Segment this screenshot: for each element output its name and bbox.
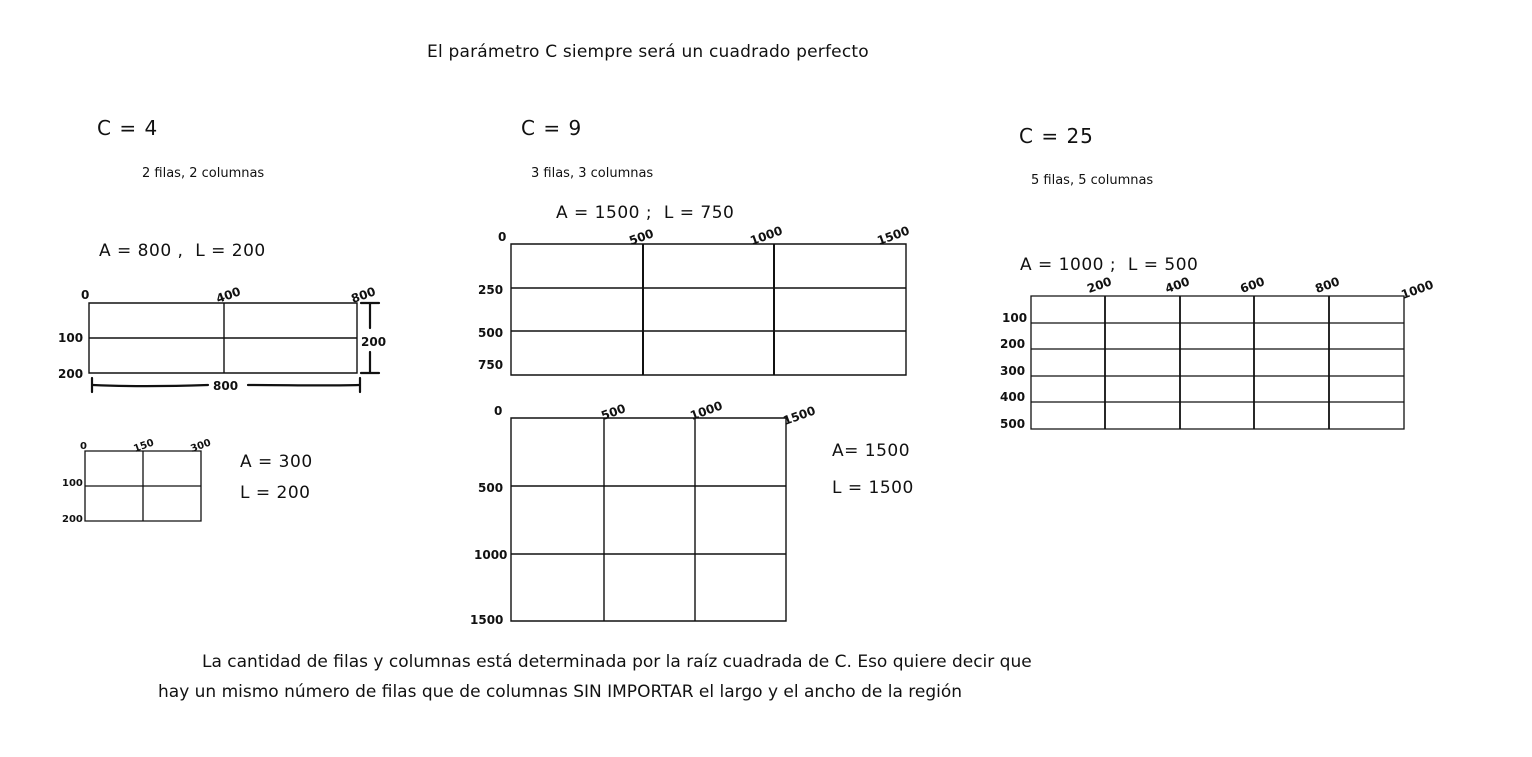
grid-c9-second-ytick-1: 500 <box>478 481 504 495</box>
grid-c9-first-ytick-2: 500 <box>478 326 504 340</box>
grid-c4-first-ytick-2: 200 <box>58 367 84 381</box>
example-1-header: C = 4 <box>97 116 159 140</box>
caption-line-2: hay un mismo número de filas que de columnas SIN IMPORTAR el largo y el ancho de la región <box>158 682 963 702</box>
example-2-subtitle: 3 filas, 3 columnas <box>531 166 654 181</box>
example-3-subtitle: 5 filas, 5 columnas <box>1031 173 1154 188</box>
grid-c9-second <box>510 417 790 625</box>
grid-c9-second-xtick-3: 1500 <box>781 403 818 428</box>
grid-c9-second-ytick-3: 1500 <box>470 613 504 627</box>
grid-c25-first-xtick-0: 200 <box>1085 274 1114 296</box>
grid-c4-second-xtick-2: 300 <box>189 437 213 455</box>
grid-c9-second-xtick-0: 0 <box>494 404 503 418</box>
grid-c25-first-ytick-2: 300 <box>1000 364 1026 378</box>
grid-c25-first-xtick-2: 600 <box>1238 274 1267 296</box>
grid-c4-first-width-label: 800 <box>213 379 239 393</box>
grid-c9-second-label-a: A= 1500 <box>832 441 911 461</box>
example-3-header: C = 25 <box>1019 124 1094 148</box>
example-1-subtitle: 2 filas, 2 columnas <box>142 166 265 181</box>
grid-c9-second-xtick-1: 500 <box>599 401 628 423</box>
grid-c4-first <box>88 302 360 376</box>
grid-c4-first-xtick-0: 0 <box>81 288 90 302</box>
grid-c25-first-ytick-3: 400 <box>1000 390 1026 404</box>
grid-c4-first-height-label: 200 <box>361 335 387 349</box>
grid-c4-second-label-a: A = 300 <box>240 452 313 472</box>
grid-c4-second-label-l: L = 200 <box>240 483 311 503</box>
grid-c4-second-ytick-2: 200 <box>62 514 83 525</box>
grid-c9-first-ytick-1: 250 <box>478 283 504 297</box>
grid-c25-first <box>1030 295 1410 433</box>
grid-c25-first-ytick-0: 100 <box>1002 311 1028 325</box>
example-2-grid-1-label: A = 1500 ; L = 750 <box>556 203 735 223</box>
grid-c25-first-xtick-4: 1000 <box>1399 277 1436 302</box>
grid-c4-second-ytick-1: 100 <box>62 478 83 489</box>
grid-c25-first-xtick-1: 400 <box>1163 274 1192 296</box>
grid-c9-first-xtick-2: 1000 <box>748 223 785 248</box>
example-1-grid-1-label: A = 800 , L = 200 <box>99 241 266 261</box>
grid-c9-second-xtick-2: 1000 <box>688 398 725 423</box>
grid-c25-first-ytick-1: 200 <box>1000 337 1026 351</box>
grid-c4-second-xtick-0: 0 <box>80 441 87 452</box>
grid-c9-second-ytick-2: 1000 <box>474 548 508 562</box>
page-title: El parámetro C siempre será un cuadrado perfecto <box>427 42 869 62</box>
grid-c25-first-ytick-4: 500 <box>1000 417 1026 431</box>
grid-c9-first-xtick-0: 0 <box>498 230 507 244</box>
grid-c4-first-xtick-2: 800 <box>349 284 378 306</box>
grid-c9-first-xtick-1: 500 <box>627 226 656 248</box>
grid-c4-first-ytick-1: 100 <box>58 331 84 345</box>
grid-c9-second-label-l: L = 1500 <box>832 478 914 498</box>
grid-c9-first <box>510 243 910 379</box>
example-3-grid-1-label: A = 1000 ; L = 500 <box>1020 255 1199 275</box>
caption-line-1: La cantidad de filas y columnas está determinada por la raíz cuadrada de C. Eso quiere decir que <box>202 652 1032 672</box>
grid-c9-first-ytick-3: 750 <box>478 358 504 372</box>
grid-c4-first-xtick-1: 400 <box>214 284 243 306</box>
grid-c9-first-xtick-3: 1500 <box>875 223 912 248</box>
grid-c25-first-xtick-3: 800 <box>1313 274 1342 296</box>
grid-c4-second-xtick-1: 150 <box>132 437 156 455</box>
example-2-header: C = 9 <box>521 116 583 140</box>
grid-c4-second <box>84 450 204 525</box>
